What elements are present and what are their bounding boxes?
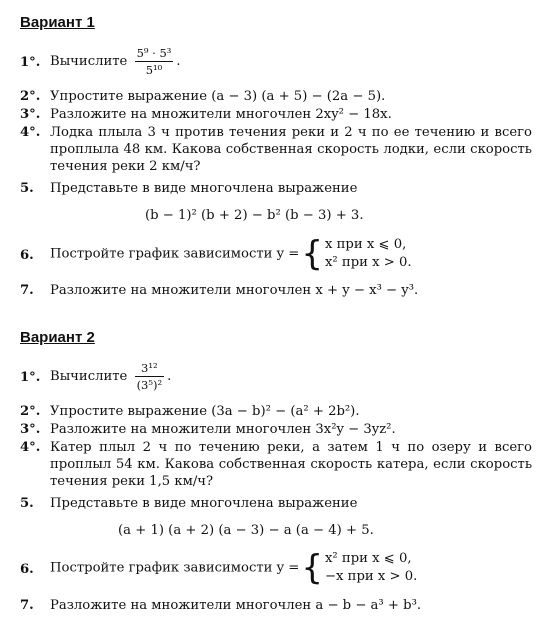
task-number: 3°. (20, 107, 41, 122)
task-text: Разложите на множители многочлен x + y − x³ − y³. (50, 283, 419, 298)
task-text: Представьте в виде многочлена выражение (50, 496, 358, 511)
task-text: Представьте в виде многочлена выражение (50, 181, 358, 196)
task-number: 5. (20, 181, 34, 196)
task-formula: (a + 1) (a + 2) (a − 3) − a (a − 4) + 5. (118, 523, 374, 538)
task-text: Постройте график зависимости y = (50, 560, 300, 576)
task-number: 1°. (20, 55, 41, 70)
task-end: . (176, 54, 181, 69)
task-number: 2°. (20, 89, 41, 104)
fraction-numerator: 5⁹ · 5³ (136, 46, 172, 60)
case-line-1: x при x ⩽ 0, (324, 237, 407, 252)
task-number: 3°. (20, 422, 41, 437)
left-brace-icon: { (301, 548, 323, 588)
left-brace-icon: { (301, 234, 323, 274)
fraction (135, 46, 174, 77)
variant1-title: Вариант 1 (20, 14, 95, 31)
task-text: Постройте график зависимости y = (50, 246, 300, 262)
fraction (135, 361, 165, 392)
task-text: Упростите выражение (3a − b)² − (a² + 2b²). (50, 404, 360, 419)
variant2-title: Вариант 2 (20, 329, 95, 346)
fraction-numerator: 3¹² (141, 361, 158, 375)
task-text: Вычислите (50, 54, 128, 69)
task-number: 4°. (20, 440, 41, 455)
fraction-denominator: (3⁵)² (136, 378, 163, 392)
task-number: 7. (20, 598, 34, 613)
task-text: Упростите выражение (a − 3) (a + 5) − (2a − 5). (50, 89, 386, 104)
piecewise-cases (325, 236, 412, 272)
variant1-task-6 (20, 236, 530, 276)
task-text: Лодка плыла 3 ч против течения реки и 2 ч по ее течению и всего проплыла 48 км. Какова собственная скорость лодки, если скорость течения реки 2 км/ч? (50, 125, 532, 174)
task-text: Вычислите (50, 369, 128, 384)
task-formula: (b − 1)² (b + 2) − b² (b − 3) + 3. (145, 208, 364, 223)
fraction-denominator: 5¹⁰ (135, 61, 174, 77)
case-line-1: x² при x ⩽ 0, (324, 551, 412, 566)
task-number: 1°. (20, 370, 41, 385)
task-text: Разложите на множители многочлен 2xy² − 18x. (50, 107, 392, 122)
task-number: 6. (20, 248, 34, 263)
task-text: Разложите на множители многочлен 3x²y − 3yz². (50, 422, 396, 437)
piecewise-cases (325, 550, 417, 586)
task-number: 2°. (20, 404, 41, 419)
case-line-2: x² при x > 0. (324, 255, 412, 270)
task-number: 5. (20, 496, 34, 511)
task-number: 4°. (20, 125, 41, 140)
task-text: Разложите на множители многочлен a − b − a³ + b³. (50, 598, 422, 613)
variant2-task-1 (20, 363, 530, 393)
variant2-task-6 (20, 550, 530, 590)
task-end: . (167, 369, 172, 384)
case-line-2: −x при x > 0. (324, 569, 418, 584)
task-text: Катер плыл 2 ч по течению реки, а затем 1 ч по озеру и всего проплыл 54 км. Какова собственная скорость катера, если скорость течения реки 1,5 км/ч? (50, 440, 532, 489)
variant1-task-1 (20, 48, 530, 78)
task-number: 6. (20, 562, 34, 577)
task-number: 7. (20, 283, 34, 298)
